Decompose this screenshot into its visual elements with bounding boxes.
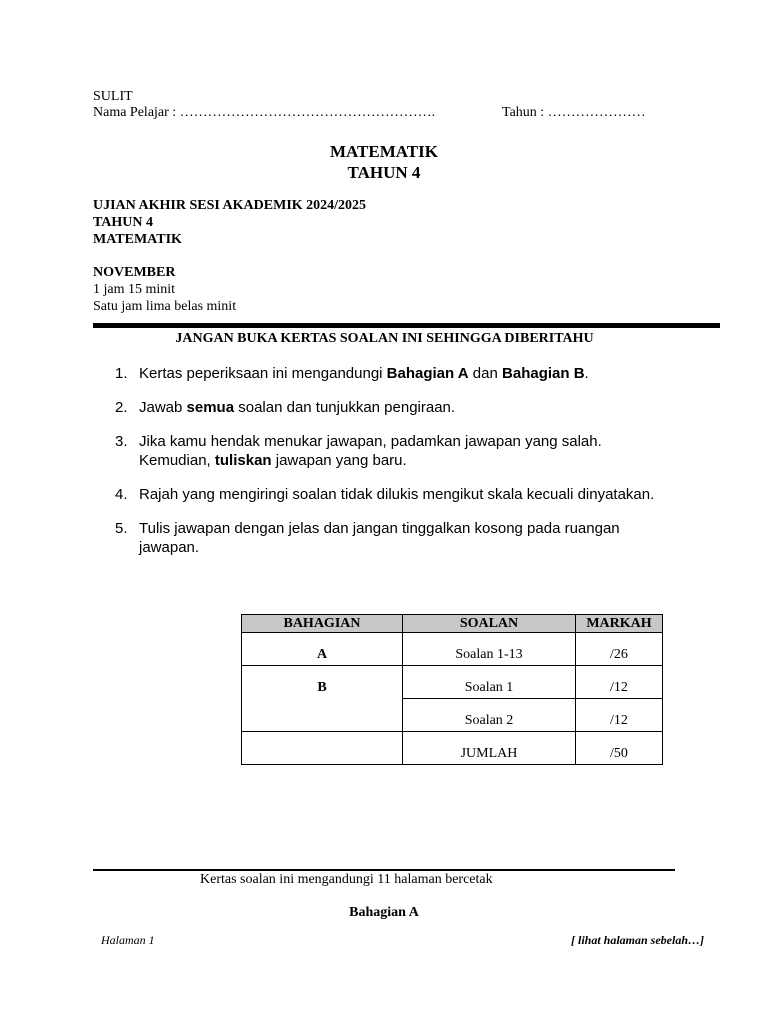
table-row bbox=[242, 633, 663, 666]
question-cell: Soalan 1 bbox=[403, 666, 576, 699]
header-block bbox=[93, 88, 693, 120]
table-row bbox=[242, 666, 663, 699]
total-label-cell: JUMLAH bbox=[403, 732, 576, 765]
question-cell: Soalan 1-13 bbox=[403, 633, 576, 666]
divider-bottom bbox=[93, 869, 675, 871]
exam-duration-words: Satu jam lima belas minit bbox=[93, 299, 237, 314]
question-cell: Soalan 2 bbox=[403, 699, 576, 732]
marks-table bbox=[241, 614, 663, 765]
section-cell bbox=[242, 732, 403, 765]
header-section: BAHAGIAN bbox=[242, 615, 403, 633]
instruction-text: Kertas peperiksaan ini mengandungi bbox=[139, 365, 387, 382]
instruction-number: 4. bbox=[115, 486, 128, 503]
instruction-emphasis: Bahagian A bbox=[386, 365, 469, 382]
marks-cell: /12 bbox=[576, 699, 663, 732]
instruction-text: Tulis jawapan dengan jelas dan jangan tinggalkan kosong pada ruangan bbox=[139, 520, 620, 537]
instruction-number: 1. bbox=[115, 365, 128, 382]
exam-schedule bbox=[93, 264, 493, 315]
next-page-note: [ lihat halaman sebelah…] bbox=[570, 933, 704, 947]
section-heading: Bahagian A bbox=[349, 905, 419, 920]
instruction-text: jawapan. bbox=[139, 539, 200, 556]
instruction-text: . bbox=[584, 365, 589, 382]
instruction-emphasis: semua bbox=[186, 399, 235, 416]
instructions-list bbox=[115, 364, 715, 572]
instruction-number: 5. bbox=[115, 520, 128, 537]
instruction-text: Kemudian, bbox=[139, 452, 215, 469]
instruction-number: 3. bbox=[115, 433, 128, 450]
instruction-number: 2. bbox=[115, 399, 128, 416]
instruction-text: Jawab bbox=[139, 399, 187, 416]
total-marks-cell: /50 bbox=[576, 732, 663, 765]
exam-year: TAHUN 4 bbox=[93, 215, 154, 230]
title-subject: MATEMATIK bbox=[330, 142, 438, 161]
instruction-emphasis: Bahagian B bbox=[502, 365, 585, 382]
title-level: TAHUN 4 bbox=[347, 163, 421, 182]
table-header-row bbox=[242, 615, 663, 633]
instruction-text: Rajah yang mengiringi soalan tidak dilukis mengikut skala kecuali dinyatakan. bbox=[139, 486, 655, 503]
marks-cell: /26 bbox=[576, 633, 663, 666]
exam-month: NOVEMBER bbox=[93, 265, 176, 280]
exam-duration: 1 jam 15 minit bbox=[93, 282, 176, 297]
classification-label: SULIT bbox=[93, 89, 133, 104]
instruction-item bbox=[115, 364, 715, 383]
paper-title bbox=[0, 141, 768, 183]
instruction-text: jawapan yang baru. bbox=[271, 452, 407, 469]
instruction-item bbox=[115, 398, 715, 417]
exam-subject: MATEMATIK bbox=[93, 232, 182, 247]
marks-cell: /12 bbox=[576, 666, 663, 699]
instruction-item bbox=[115, 519, 715, 557]
instruction-item bbox=[115, 485, 715, 504]
page-number: Halaman 1 bbox=[101, 933, 155, 947]
table-row-total bbox=[242, 732, 663, 765]
instruction-text: dan bbox=[468, 365, 503, 382]
instruction-text: soalan dan tunjukkan pengiraan. bbox=[234, 399, 456, 416]
header-question: SOALAN bbox=[403, 615, 576, 633]
exam-info bbox=[93, 197, 493, 248]
divider-thick bbox=[93, 323, 720, 328]
warning-text: JANGAN BUKA KERTAS SOALAN INI SEHINGGA DIBERITAHU bbox=[175, 331, 594, 346]
page-count-note: Kertas soalan ini mengandungi 11 halaman bercetak bbox=[200, 872, 493, 887]
instruction-emphasis: tuliskan bbox=[214, 452, 272, 469]
section-cell: A bbox=[242, 633, 403, 666]
student-name-field: Nama Pelajar : ………………………………………………. bbox=[93, 105, 436, 120]
instruction-text: Jika kamu hendak menukar jawapan, padamkan jawapan yang salah. bbox=[139, 433, 602, 450]
section-cell: B bbox=[242, 666, 403, 732]
instruction-item bbox=[115, 432, 715, 470]
year-field: Tahun : ………………… bbox=[502, 105, 646, 120]
header-marks: MARKAH bbox=[576, 615, 663, 633]
exam-name: UJIAN AKHIR SESI AKADEMIK 2024/2025 bbox=[93, 198, 367, 213]
